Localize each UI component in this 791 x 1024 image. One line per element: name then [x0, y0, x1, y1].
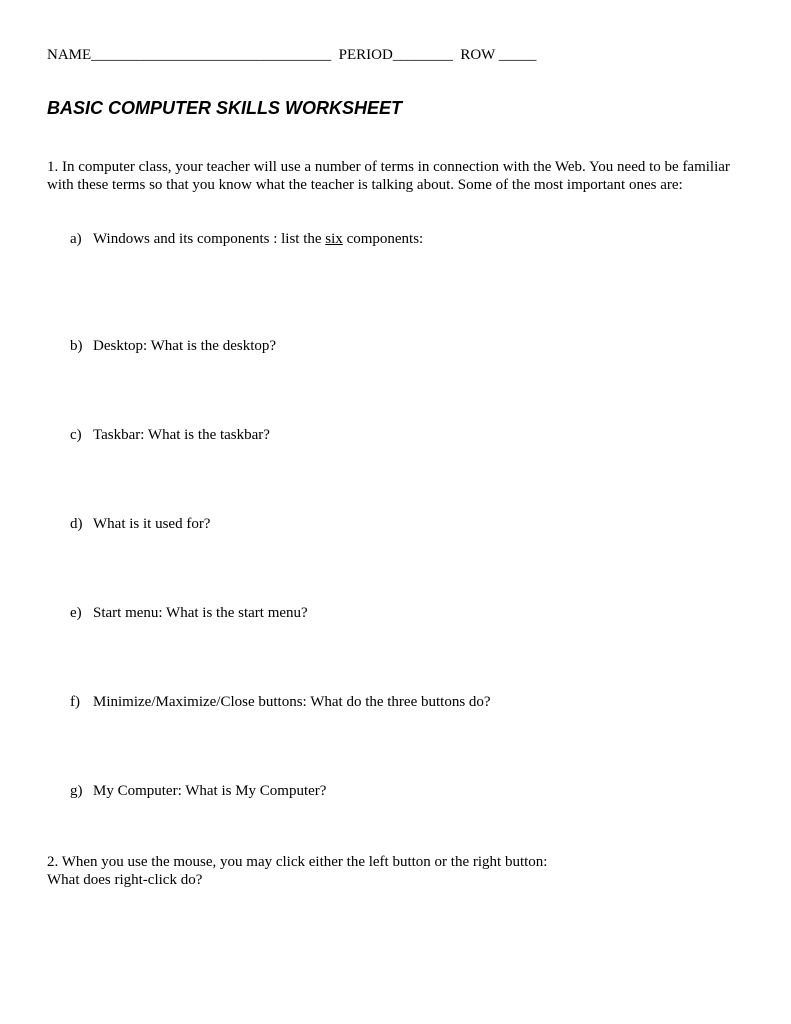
- worksheet-title: BASIC COMPUTER SKILLS WORKSHEET: [47, 98, 403, 118]
- item-text-after: components:: [342, 231, 424, 247]
- item-letter: f): [70, 694, 80, 710]
- item-text: Minimize/Maximize/Close buttons: What do the three buttons do?: [93, 694, 491, 710]
- student-info-header: [47, 46, 536, 64]
- item-text: Taskbar: What is the taskbar?: [93, 427, 270, 443]
- question-1b: [70, 337, 276, 355]
- question-1d: [70, 515, 210, 533]
- question-1-intro: 1. In computer class, your teacher will use a number of terms in connection with the Web. You need to be familiar with these terms so that you know what the teacher is talking about. Some of the most important ones are:: [47, 159, 730, 193]
- question-2-line-2: What does right-click do?: [47, 872, 203, 888]
- name-field-label[interactable]: NAME________________________________: [47, 47, 332, 63]
- question-1f: [70, 693, 491, 711]
- period-field-label[interactable]: PERIOD________: [338, 47, 453, 63]
- row-field-label[interactable]: ROW _____: [460, 47, 537, 63]
- item-text: What is it used for?: [93, 516, 211, 532]
- item-letter: b): [70, 338, 83, 354]
- question-1c: [70, 426, 270, 444]
- item-emphasis: six: [325, 231, 343, 247]
- item-letter: g): [70, 783, 83, 799]
- item-letter: a): [70, 231, 82, 247]
- item-text: My Computer: What is My Computer?: [93, 783, 327, 799]
- question-2: [47, 853, 747, 889]
- question-1a: [70, 230, 423, 248]
- item-text: Desktop: What is the desktop?: [93, 338, 277, 354]
- question-2-line-1: 2. When you use the mouse, you may click either the left button or the right button:: [47, 854, 548, 870]
- question-1g: [70, 782, 326, 800]
- question-1e: [70, 604, 308, 622]
- item-text-before: Windows and its components : list the: [93, 231, 326, 247]
- item-letter: e): [70, 605, 82, 621]
- item-letter: c): [70, 427, 82, 443]
- item-letter: d): [70, 516, 83, 532]
- item-text: Start menu: What is the start menu?: [93, 605, 308, 621]
